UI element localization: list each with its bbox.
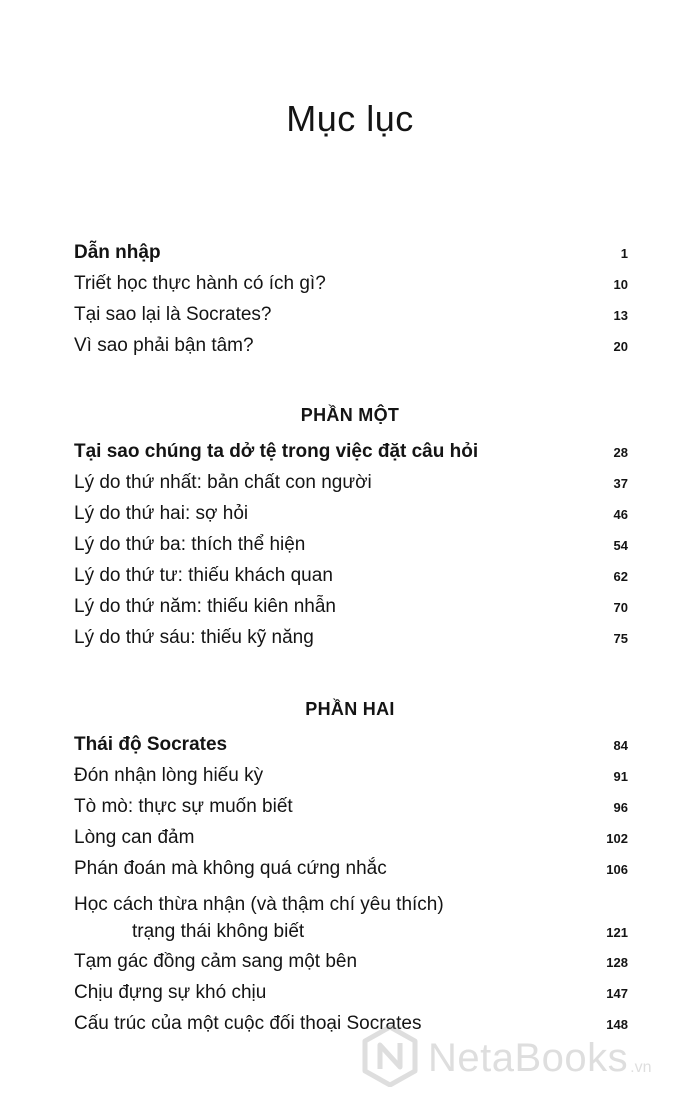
toc-entry-page: 102 bbox=[606, 831, 628, 846]
toc-entry-page: 106 bbox=[606, 862, 628, 877]
toc-entry-label: Lý do thứ hai: sợ hỏi bbox=[74, 503, 249, 524]
toc-entry-label: Tò mò: thực sự muốn biết bbox=[74, 796, 293, 817]
toc-entry-label: Tạm gác đồng cảm sang một bên bbox=[74, 951, 358, 972]
toc-entry-label: Lý do thứ năm: thiếu kiên nhẫn bbox=[74, 596, 337, 617]
toc-entry-label: Cấu trúc của một cuộc đối thoại Socrates bbox=[74, 1013, 422, 1034]
toc-entry-label: Lý do thứ ba: thích thể hiện bbox=[74, 534, 306, 555]
toc-entry-label: Vì sao phải bận tâm? bbox=[74, 335, 254, 356]
toc-entry-label: Chịu đựng sự khó chịu bbox=[74, 982, 267, 1003]
toc-entry-label: Lý do thứ sáu: thiếu kỹ năng bbox=[74, 627, 314, 648]
toc-entry bbox=[74, 240, 628, 267]
toc-entry-page: 70 bbox=[613, 600, 628, 615]
toc-entry bbox=[74, 732, 628, 759]
watermark-brand: NetaBooks bbox=[428, 1035, 629, 1080]
toc-entry-label-line2: trạng thái không biết bbox=[132, 921, 305, 942]
toc-entry-page: 54 bbox=[613, 538, 628, 553]
toc-entry-label: Lòng can đảm bbox=[74, 827, 195, 848]
toc-entry-page: 148 bbox=[606, 1017, 628, 1032]
toc-entry bbox=[74, 856, 628, 883]
toc-entry-label: Lý do thứ nhất: bản chất con người bbox=[74, 472, 372, 493]
part-two-heading: PHẦN HAI bbox=[305, 699, 395, 719]
toc-entry bbox=[74, 271, 628, 298]
toc-entry bbox=[74, 794, 628, 821]
toc-entry-page: 121 bbox=[606, 925, 628, 940]
toc-entry bbox=[74, 302, 628, 329]
toc-entry-label: Thái độ Socrates bbox=[74, 734, 228, 755]
toc-entry-page: 37 bbox=[613, 476, 628, 491]
watermark-suffix: .vn bbox=[630, 1059, 652, 1076]
toc-entry-wrapped bbox=[74, 891, 628, 946]
toc-entry-page: 20 bbox=[613, 339, 628, 354]
toc-entry-page: 128 bbox=[606, 955, 628, 970]
toc-entry bbox=[74, 439, 628, 466]
toc-entry bbox=[74, 949, 628, 976]
toc-entry-continuation bbox=[74, 918, 628, 946]
toc-entry bbox=[74, 594, 628, 621]
toc-entry-page: 10 bbox=[613, 277, 628, 292]
toc-entry bbox=[74, 470, 628, 497]
toc-entry-page: 147 bbox=[606, 986, 628, 1001]
toc-entry-label: Dẫn nhập bbox=[74, 242, 161, 263]
toc-entry bbox=[74, 501, 628, 528]
toc-entry-label: Tại sao chúng ta dở tệ trong việc đặt câu hỏi bbox=[74, 441, 479, 462]
netabooks-logo-icon bbox=[362, 1025, 418, 1092]
toc-entry-page: 13 bbox=[613, 308, 628, 323]
toc-entry-page: 1 bbox=[620, 246, 628, 261]
toc-entry-label: Đón nhận lòng hiếu kỳ bbox=[74, 765, 264, 786]
page-title: Mục lục bbox=[286, 98, 414, 139]
toc-entry-page: 46 bbox=[613, 507, 628, 522]
toc-entry bbox=[74, 625, 628, 652]
toc-entry-page: 96 bbox=[613, 800, 628, 815]
toc-entry-page: 75 bbox=[613, 631, 628, 646]
watermark bbox=[362, 1023, 692, 1093]
toc-entry bbox=[74, 763, 628, 790]
toc-entry-label: Phán đoán mà không quá cứng nhắc bbox=[74, 858, 387, 879]
toc-entry-label: Tại sao lại là Socrates? bbox=[74, 304, 272, 325]
toc-entry-label: Lý do thứ tư: thiếu khách quan bbox=[74, 565, 333, 586]
toc-entry-page: 62 bbox=[613, 569, 628, 584]
toc-entry bbox=[74, 532, 628, 559]
toc-entry-label: Triết học thực hành có ích gì? bbox=[74, 273, 326, 294]
toc-entry bbox=[74, 333, 628, 360]
toc-entry-label-line1: Học cách thừa nhận (và thậm chí yêu thích) bbox=[74, 894, 444, 915]
toc-entry-page: 84 bbox=[613, 738, 628, 753]
toc-entry-page: 28 bbox=[613, 445, 628, 460]
toc-entry bbox=[74, 563, 628, 590]
toc-entry bbox=[74, 825, 628, 852]
toc-entry-page: 91 bbox=[613, 769, 628, 784]
part-one-heading: PHẦN MỘT bbox=[300, 405, 400, 425]
toc-entry bbox=[74, 980, 628, 1007]
